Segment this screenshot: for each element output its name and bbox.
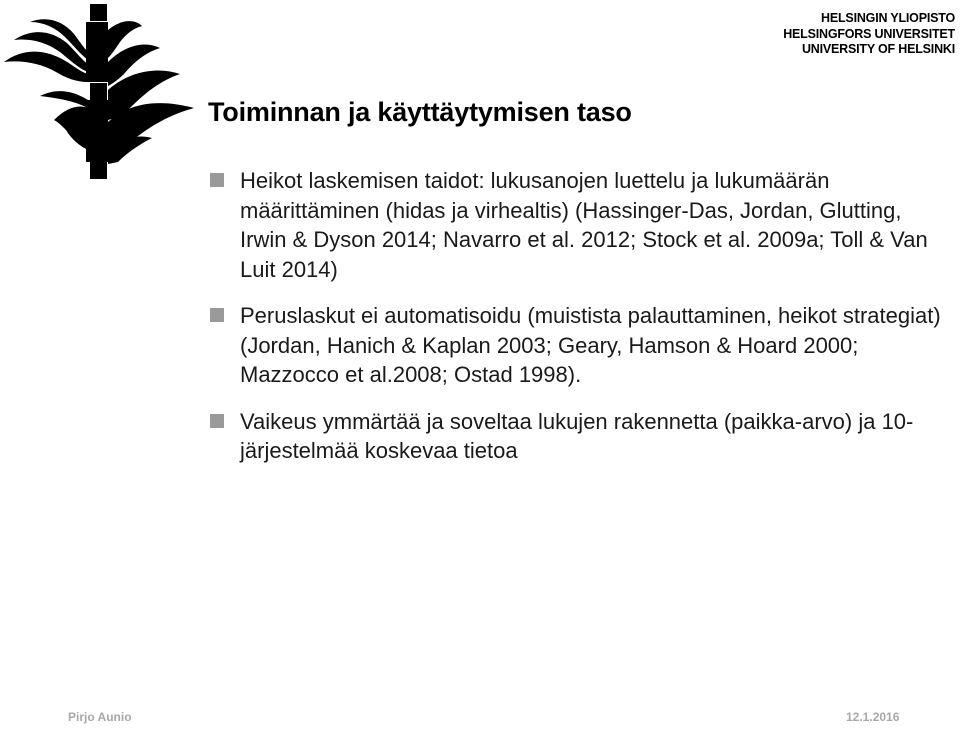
slide-title: Toiminnan ja käyttäytymisen taso	[208, 97, 632, 127]
footer-author: Pirjo Aunio	[68, 710, 132, 724]
university-name-english: UNIVERSITY OF HELSINKI	[801, 42, 955, 56]
bullet-text: Heikot laskemisen taidot: lukusanojen luettelu ja lukumäärän määrittäminen (hidas ja virhealtis) (Hassinger-Das, Jordan, Glutting, Irwin & Dyson 2014; Navarro et al. 2012; Stock et al. 2009a; Toll & Van Luit 2014)	[240, 168, 928, 282]
logo-square-bottom	[90, 162, 107, 179]
bullet-list	[208, 166, 948, 483]
university-name-swedish: HELSINGFORS UNIVERSITET	[783, 26, 955, 41]
university-name	[783, 11, 955, 58]
bullet-item	[208, 407, 948, 466]
bullet-item	[208, 301, 948, 390]
square-bullet-icon	[210, 414, 224, 428]
logo-square-middle	[90, 83, 107, 100]
bullet-item	[208, 166, 948, 284]
university-name-finnish: HELSINGIN YLIOPISTO	[821, 11, 955, 25]
bullet-text: Vaikeus ymmärtää ja soveltaa lukujen rakennetta (paikka-arvo) ja 10-järjestelmää koskevaa tietoa	[240, 408, 914, 463]
bullet-text: Peruslaskut ei automatisoidu (muistista palauttaminen, heikot strategiat) (Jordan, Hanich & Kaplan 2003; Geary, Hamson & Hoard 2000; Mazzocco et al.2008; Ostad 1998).	[240, 303, 941, 387]
footer-date: 12.1.2016	[846, 710, 900, 724]
square-bullet-icon	[210, 308, 224, 322]
square-bullet-icon	[210, 173, 224, 187]
logo-square-top	[90, 4, 107, 21]
university-of-helsinki-flame-logo	[0, 0, 200, 190]
